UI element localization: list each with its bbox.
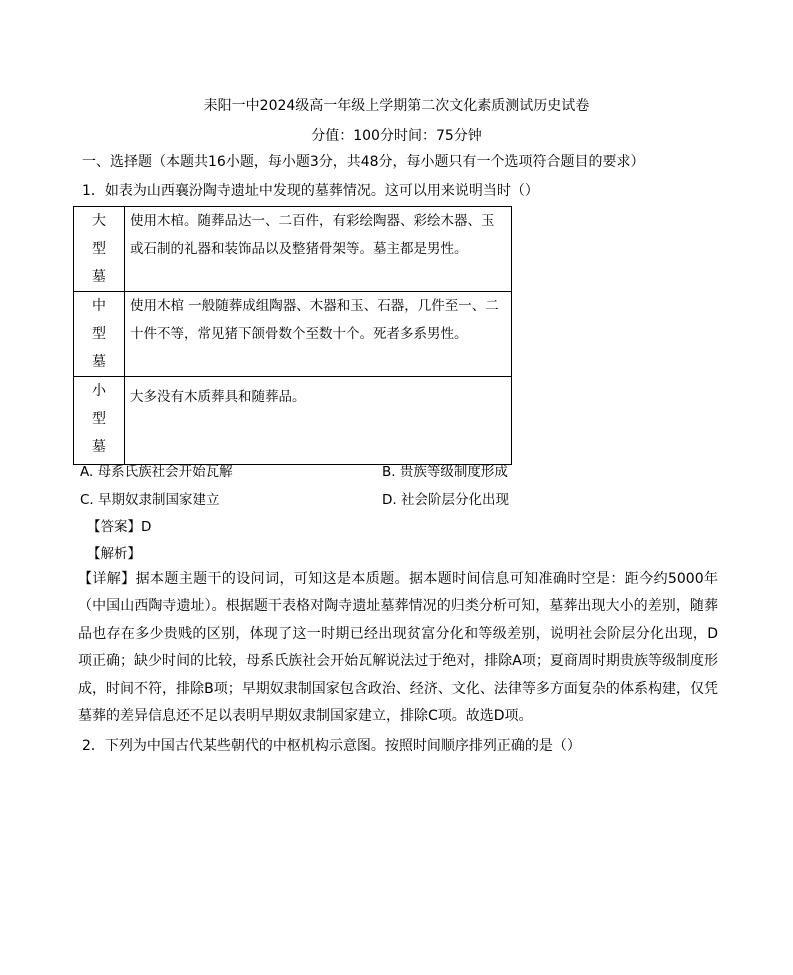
tomb-desc-small: 大多没有木质葬具和随葬品。 bbox=[125, 377, 512, 465]
tomb-desc-medium: 使用木棺 一般随葬成组陶器、木器和玉、石器，几件至一、二十件不等，常见猪下颌骨数个至数十个。死者多系男性。 bbox=[125, 292, 512, 377]
type-char: 墓 bbox=[92, 269, 106, 285]
detail-text: 据本题主题干的设问词，可知这是本质题。据本题时间信息可知准确时空是：距今约5000年（中国山西陶寺遗址）。根据题干表格对陶寺遗址墓葬情况的归类分析可知，墓葬出现大小的差别，随葬品也存在多少贵贱的区别，体现了这一时期已经出现贫富分化和等级差别，说明社会阶层分化出现，D项正确；缺少时间的比较，母系氏族社会开始瓦解说法过于绝对，排除A项；夏商周时期贵族等级制度形成，时间不符，排除B项；早期奴隶制国家包含政治、经济、文化、法律等多方面复杂的体系构建，仅凭墓葬的差异信息还不足以表明早期奴隶制国家建立，排除C项。故选D项。 bbox=[78, 571, 718, 725]
type-char: 大 bbox=[92, 213, 106, 229]
table-row bbox=[74, 207, 512, 292]
tomb-type-small bbox=[74, 377, 125, 465]
type-char: 墓 bbox=[92, 439, 106, 455]
detail-label: 【详解】 bbox=[78, 571, 136, 587]
analysis-label: 【解析】 bbox=[87, 546, 141, 562]
tomb-desc-large: 使用木棺。随葬品达一、二百件，有彩绘陶器、彩绘木器、玉或石制的礼器和装饰品以及整猪骨架等。墓主都是男性。 bbox=[125, 207, 512, 292]
page-title: 耒阳一中2024级高一年级上学期第二次文化素质测试历史试卷 bbox=[203, 98, 590, 114]
detail-explanation bbox=[78, 566, 718, 730]
option-c[interactable]: C. 早期奴隶制国家建立 bbox=[80, 492, 220, 508]
option-d[interactable]: D. 社会阶层分化出现 bbox=[382, 492, 509, 508]
type-char: 中 bbox=[92, 298, 106, 314]
type-char: 小 bbox=[92, 383, 106, 399]
type-char: 型 bbox=[92, 241, 106, 257]
table-row bbox=[74, 377, 512, 465]
option-a[interactable]: A. 母系氏族社会开始瓦解 bbox=[80, 464, 233, 480]
type-char: 型 bbox=[92, 411, 106, 427]
answer-line bbox=[87, 515, 151, 535]
section-heading: 一、选择题（本题共16小题，每小题3分，共48分，每小题只有一个选项符合题目的要求） bbox=[82, 154, 645, 170]
table-row bbox=[74, 292, 512, 377]
answer-label: 【答案】 bbox=[87, 519, 141, 535]
option-b[interactable]: B. 贵族等级制度形成 bbox=[382, 464, 508, 480]
question-2-stem: 2．下列为中国古代某些朝代的中枢机构示意图。按照时间顺序排列正确的是（） bbox=[82, 738, 581, 754]
tomb-type-large bbox=[74, 207, 125, 292]
tomb-table bbox=[73, 206, 512, 465]
type-char: 型 bbox=[92, 326, 106, 342]
question-1-stem: 1．如表为山西襄汾陶寺遗址中发现的墓葬情况。这可以用来说明当时（） bbox=[82, 183, 539, 199]
type-char: 墓 bbox=[92, 354, 106, 370]
score-time-line: 分值：100分时间：75分钟 bbox=[311, 128, 482, 144]
answer-value: D bbox=[141, 519, 152, 535]
tomb-type-medium bbox=[74, 292, 125, 377]
